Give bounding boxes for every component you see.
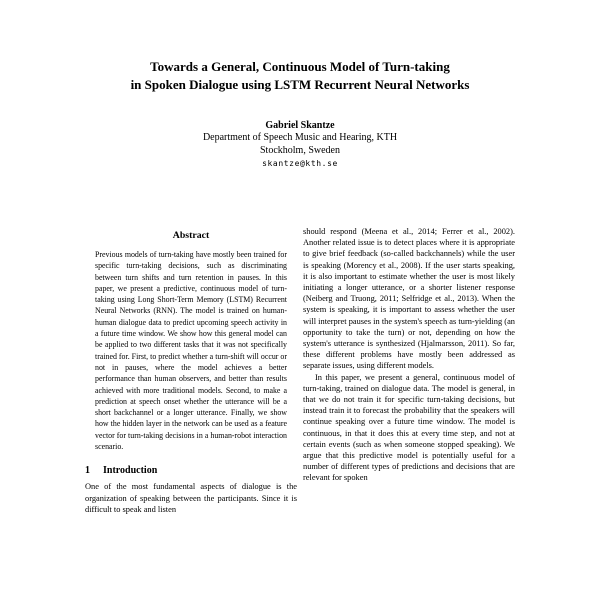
section-number: 1	[85, 465, 90, 477]
abstract-text: Previous models of turn-taking have mostly been trained for specific turn-taking decisions, such as discriminating between turn shifts and turn retention in pauses. In this paper, we present a predictive, continuous model of turn-taking using Long Short-Term Memory (LSTM) Recurrent Neural Networks (RNN). The model is trained on human-human dialogue data to predict upcoming speech activity in a future time window. We show how this general model can be applied to two different tasks that it was not specifically trained for. First, to predict whether a turn-shift will occur or not in pauses, where the model achieves a better performance than human observers, and better than results achieved with more traditional models. Second, to make a prediction at speech onset whether the utterance will be a short backchannel or a longer utterance. Finally, we show how the hidden layer in the network can be used as a feature vector for turn-taking decisions in a human-robot interaction scenario.	[95, 250, 287, 452]
abstract-heading: Abstract	[172, 230, 210, 241]
column2-paragraph-2: In this paper, we present a general, continuous model of turn-taking, trained on dialogue data. The model is general, in that we do not train it for specific turn-taking decisions, but instead train it to forecast the probability that the speakers will continue speaking over a future time window. The model is continuous, in that it does this at every time step, and not at certain events (such as when someone stopped speaking). We argue that this predictive model is potentially useful for a number of different types of predictions and decisions that are relevant for spoken	[303, 372, 515, 483]
introduction-paragraph: One of the most fundamental aspects of dialogue is the organization of speaking between the participants. Since it is difficult to speak and listen	[85, 482, 297, 514]
right-column	[303, 226, 515, 484]
left-column	[85, 230, 297, 515]
author-name: Gabriel Skantze	[265, 120, 335, 131]
author-email: skantze@kth.se	[262, 159, 338, 168]
author-affiliation-line1: Department of Speech Music and Hearing, KTH	[202, 132, 398, 143]
paper-title	[0, 58, 600, 93]
author-block	[0, 119, 600, 170]
author-affiliation-line2: Stockholm, Sweden	[260, 144, 340, 156]
section-title: Introduction	[103, 465, 158, 477]
column2-paragraph-1: should respond (Meena et al., 2014; Ferrer et al., 2002). Another related issue is to detect places where it is appropriate to give brief feedback (so-called backchannels) while the user is speaking (Morency et al., 2008). If the user starts speaking, it is also important to estimate whether the user is most likely initiating a longer utterance, or a shorter listener response (Neiberg and Truong, 2011; Selfridge et al., 2013). When the system is speaking, it is important to assess whether the user will interpret pauses in the system's speech as turn-yielding (an opportunity to take the turn) or not, depending on how the system's utterance is synthesized (Hjalmarsson, 2011). So far, these different problems have mostly been addressed as separate issues, using different models.	[303, 227, 515, 371]
section-heading-introduction	[85, 465, 297, 476]
paper-title-line2: in Spoken Dialogue using LSTM Recurrent Neural Networks	[130, 76, 470, 92]
paper-title-line1: Towards a General, Continuous Model of Turn-taking	[150, 59, 450, 74]
